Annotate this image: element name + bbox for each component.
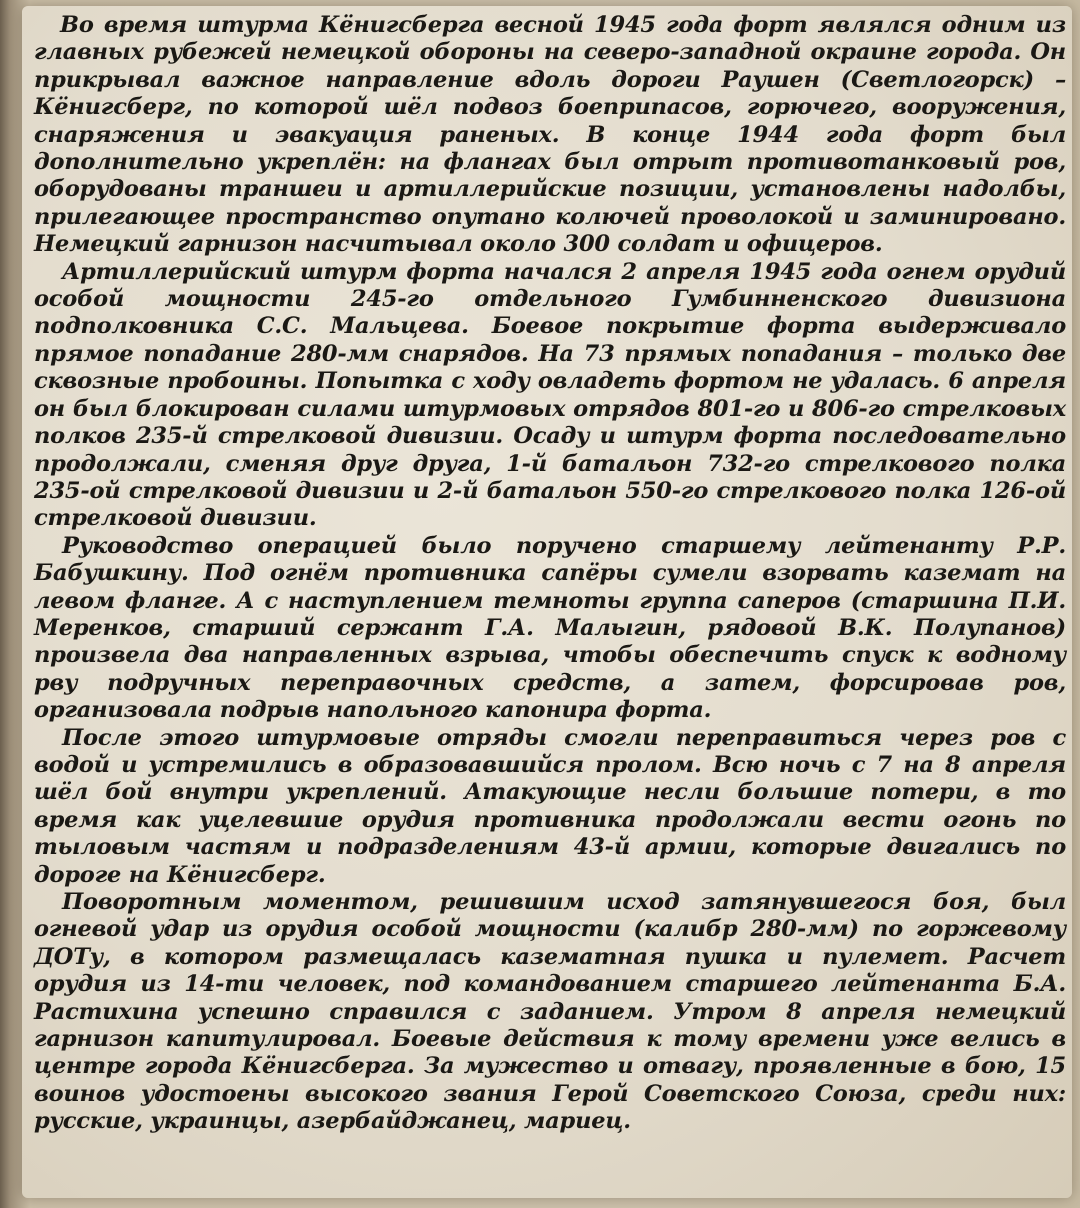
paragraph-2: Артиллерийский штурм форта начался 2 апреля 1945 года огнем орудий особой мощности 245-го отдельного Гумбинненского дивизиона подполковника С.С. Мальцева. Боевое покрытие форта выдерживало прямое попадание 280-мм снарядов. На 73 прямых попадания – только две сквозные пробоины. Попытка с ходу овладеть фортом не удалась. 6 апреля он был блокирован силами штурмовых отрядов 801-го и 806-го стрелковых полков 235-й стрелковой дивизии. Осаду и штурм форта последовательно продолжали, сменяя друг друга, 1-й батальон 732-го стрелкового полка 235-ой стрелковой дивизии и 2-й батальон 550-го стрелкового полка 126-ой стрелковой дивизии. xyxy=(34,258,1066,532)
plaque-text xyxy=(34,12,1066,1136)
paragraph-5: Поворотным моментом, решившим исход затянувшегося боя, был огневой удар из орудия особой мощности (калибр 280-мм) по горжевому ДОТу, в котором размещалась казематная пушка и пулемет. Расчет орудия из 14-ти человек, под командованием старшего лейтенанта Б.А. Растихина успешно справился с заданием. Утром 8 апреля немецкий гарнизон капитулировал. Боевые действия к тому времени уже велись в центре города Кёнигсберга. За мужество и отвагу, проявленные в бою, 15 воинов удостоены высокого звания Герой Советского Союза, среди них: русские, украинцы, азербайджанец, мариец. xyxy=(34,889,1066,1135)
paragraph-1: Во время штурма Кёнигсберга весной 1945 года форт являлся одним из главных рубежей немецкой обороны на северо-западной окраине города. Он прикрывал важное направление вдоль дороги Раушен (Светлогорск) – Кёнигсберг, по которой шёл подвоз боеприпасов, горючего, вооружения, снаряжения и эвакуация раненых. В конце 1944 года форт был дополнительно укреплён: на флангах был отрыт противотанковый ров, оборудованы траншеи и артиллерийские позиции, установлены надолбы, прилегающее пространство опутано колючей проволокой и заминировано. Немецкий гарнизон насчитывал около 300 солдат и офицеров. xyxy=(34,12,1066,258)
paragraph-4: После этого штурмовые отряды смогли переправиться через ров с водой и устремились в образовавшийся пролом. Всю ночь с 7 на 8 апреля шёл бой внутри укреплений. Атакующие несли большие потери, в то время как уцелевшие орудия противника продолжали вести огонь по тыловым частям и подразделениям 43-й армии, которые двигались по дороге на Кёнигсберг. xyxy=(34,724,1066,888)
paragraph-3: Руководство операцией было поручено старшему лейтенанту Р.Р. Бабушкину. Под огнём противника сапёры сумели взорвать каземат на левом фланге. А с наступлением темноты группа саперов (старшина П.И. Меренков, старший сержант Г.А. Малыгин, рядовой В.К. Полупанов) произвела два направленных взрыва, чтобы обеспечить спуск к водному рву подручных переправочных средств, а затем, форсировав ров, организовала подрыв напольного капонира форта. xyxy=(34,532,1066,724)
